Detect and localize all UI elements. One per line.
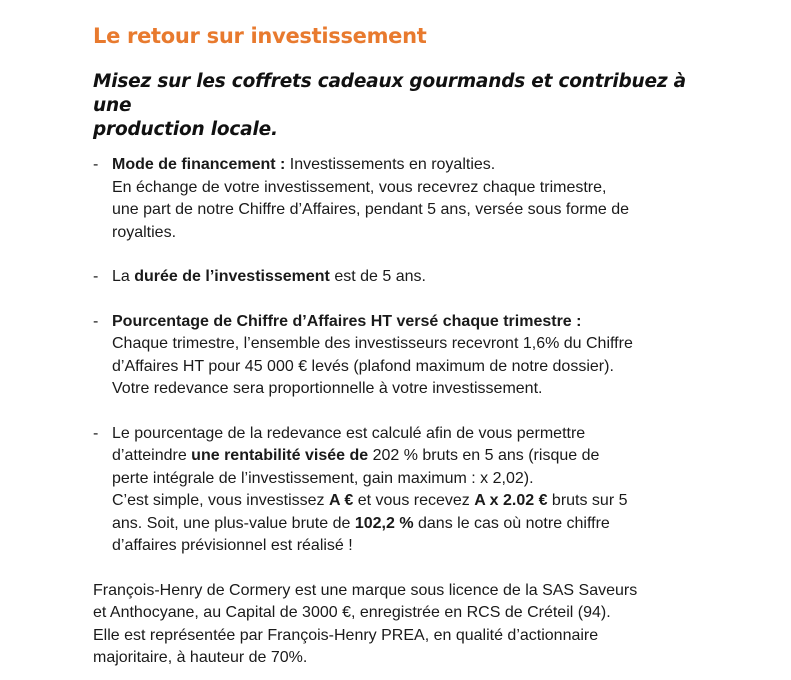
legal-line-1: François-Henry de Cormery est une marque sous licence de la SAS Saveurs xyxy=(93,581,638,599)
duration-label: durée de l’investissement xyxy=(134,268,330,285)
item-line: d’affaires prévisionnel est réalisé ! xyxy=(112,537,353,554)
bullet-dash: - xyxy=(93,156,99,173)
item-line: Votre redevance sera proportionnelle à votre investissement. xyxy=(112,380,543,397)
item-line: Mode de financement : Investissements en royalties. xyxy=(112,156,496,173)
bullet-dash: - xyxy=(93,268,99,285)
list-item-financing-mode xyxy=(93,154,703,244)
item-line: ans. Soit, une plus-value brute de 102,2 % dans le cas où notre chiffre xyxy=(112,514,610,532)
investment-details-list xyxy=(93,154,703,558)
item-line: perte intégrale de l’investissement, gain maximum : x 2,02). xyxy=(112,469,534,487)
returned-amount: A x 2.02 € xyxy=(474,492,548,509)
revenue-percentage-label: Pourcentage de Chiffre d’Affaires HT versé chaque trimestre : xyxy=(112,312,582,330)
legal-line-3: Elle est représentée par François-Henry PREA, en qualité d’actionnaire xyxy=(93,626,599,644)
capital-gain-value: 102,2 % xyxy=(354,514,414,532)
item-line: d’Affaires HT pour 45 000 € levés (plafond maximum de notre dossier). xyxy=(112,357,614,375)
financing-mode-label: Mode de financement : xyxy=(112,156,286,173)
item-line: Le pourcentage de la redevance est calculé afin de vous permettre xyxy=(112,424,586,442)
legal-paragraph xyxy=(93,580,703,670)
item-line: Chaque trimestre, l’ensemble des investisseurs recevront 1,6% du Chiffre xyxy=(112,335,633,352)
item-line xyxy=(112,311,703,334)
subtitle-line-2: production locale. xyxy=(93,119,278,140)
target-return-label: une rentabilité visée de xyxy=(191,447,369,464)
item-line: une part de notre Chiffre d’Affaires, pendant 5 ans, versée sous forme de xyxy=(112,201,630,218)
invested-amount: A € xyxy=(328,492,354,509)
bullet-dash: - xyxy=(93,312,99,330)
document-section xyxy=(93,22,703,670)
section-title: Le retour sur investissement xyxy=(93,24,427,48)
item-line: En échange de votre investissement, vous recevrez chaque trimestre, xyxy=(112,178,607,196)
item-line: La durée de l’investissement est de 5 ans. xyxy=(112,268,426,285)
legal-line-2: et Anthocyane, au Capital de 3000 €, enregistrée en RCS de Créteil (94). xyxy=(93,604,611,621)
item-line: C’est simple, vous investissez A € et vous recevez A x 2.02 € bruts sur 5 xyxy=(112,492,628,509)
list-item-revenue-percentage xyxy=(93,311,703,401)
item-line: royalties. xyxy=(112,223,177,241)
subtitle-line-1: Misez sur les coffrets cadeaux gourmands et contribuez à une xyxy=(93,71,686,116)
list-item-profitability xyxy=(93,423,703,558)
item-line: d’atteindre une rentabilité visée de 202 % bruts en 5 ans (risque de xyxy=(112,447,600,464)
list-item-duration xyxy=(93,266,703,289)
section-subtitle xyxy=(93,70,703,142)
legal-line-4: majoritaire, à hauteur de 70%. xyxy=(93,649,308,666)
bullet-dash: - xyxy=(93,424,99,442)
